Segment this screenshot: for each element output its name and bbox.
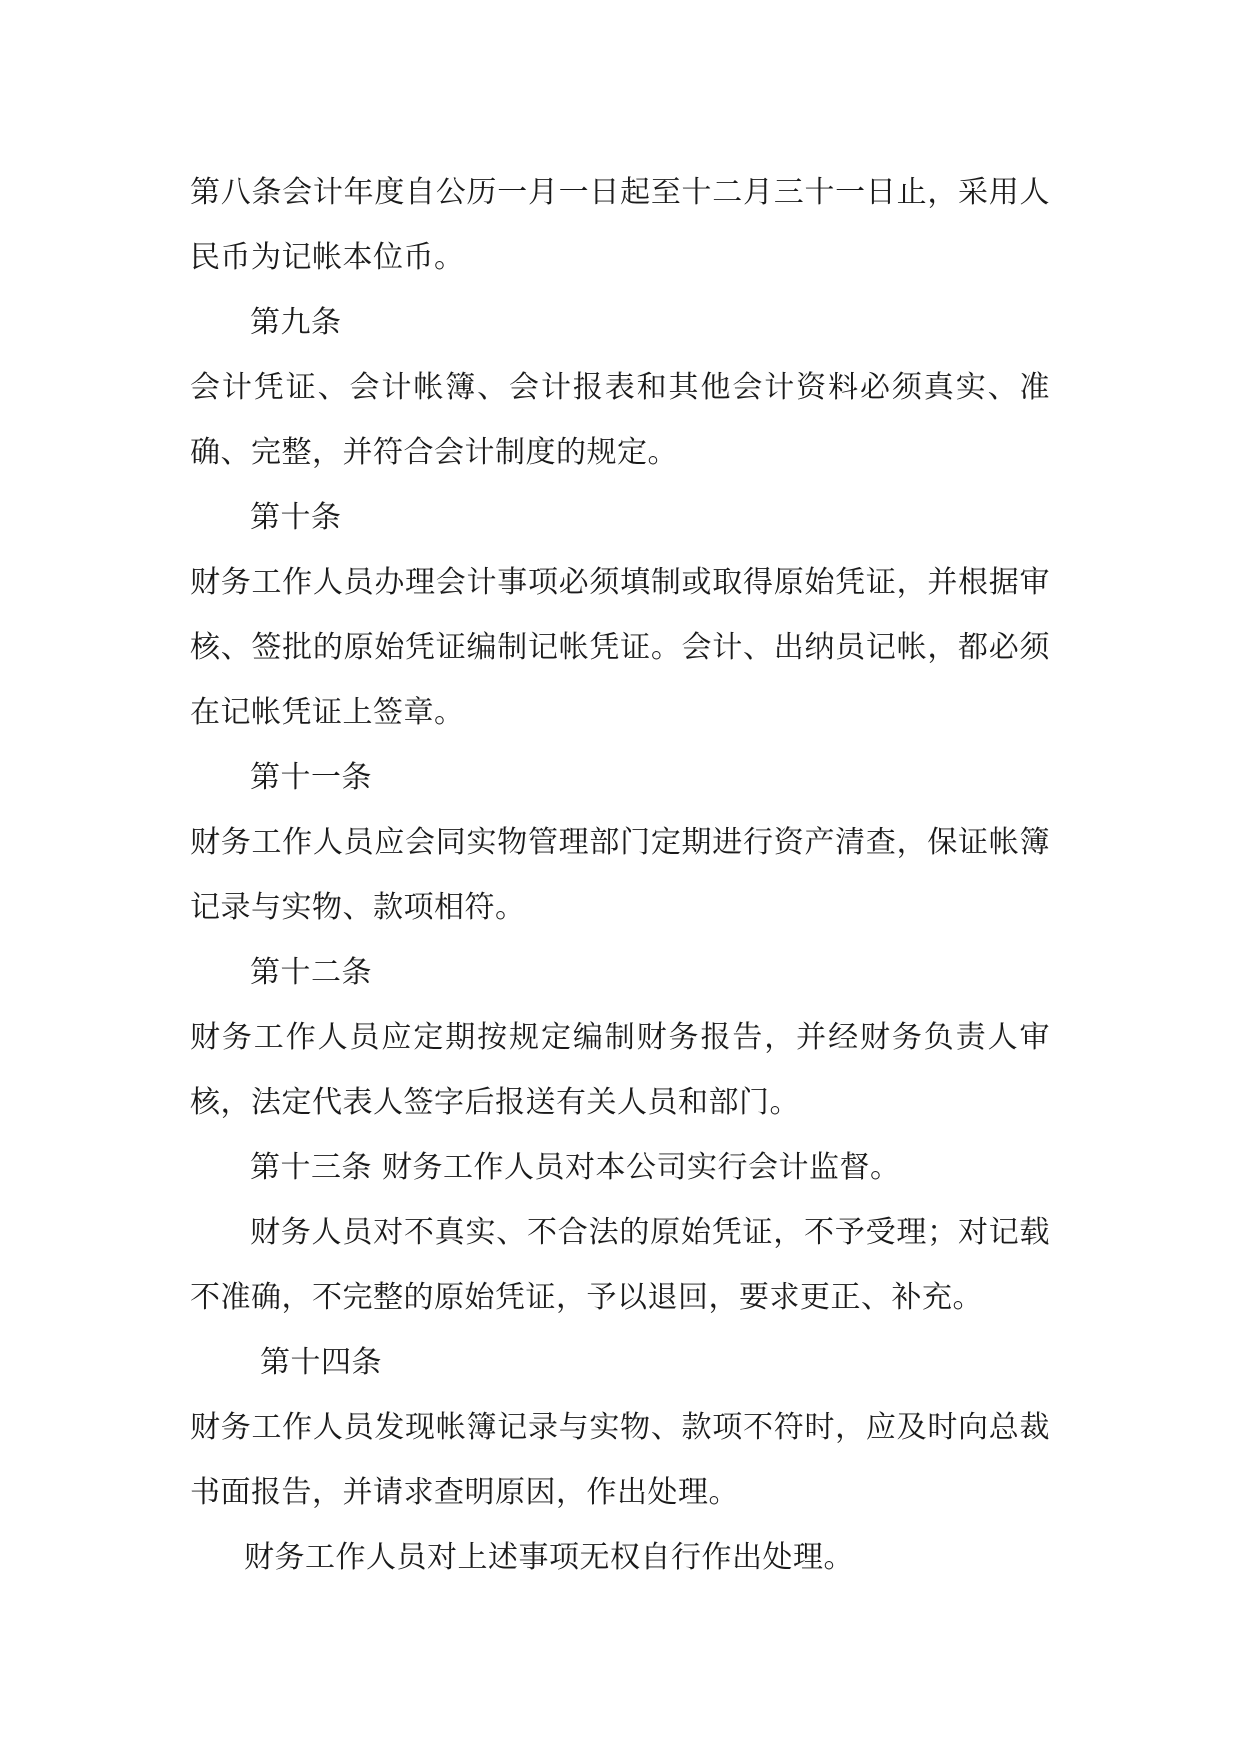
article-13-heading: 第十三条 财务工作人员对本公司实行会计监督。	[250, 1150, 901, 1185]
article-14-text: 财务工作人员发现帐簿记录与实物、款项不符时，应及时向总裁书面报告，并请求查明原因，作出处理。	[190, 1410, 1050, 1510]
article-9-text: 会计凭证、会计帐簿、会计报表和其他会计资料必须真实、准确、完整，并符合会计制度的规定。	[190, 370, 1050, 470]
article-10-text: 财务工作人员办理会计事项必须填制或取得原始凭证，并根据审核、签批的原始凭证编制记帐凭证。会计、出纳员记帐，都必须在记帐凭证上签章。	[190, 565, 1050, 730]
article-8-text: 第八条会计年度自公历一月一日起至十二月三十一日止，采用人民币为记帐本位币。	[190, 175, 1050, 275]
article-14-note: 财务工作人员对上述事项无权自行作出处理。	[244, 1540, 854, 1575]
article-14-heading: 第十四条	[260, 1345, 382, 1380]
article-12-heading: 第十二条	[250, 955, 372, 990]
document-body	[190, 160, 1050, 1590]
article-12-text: 财务工作人员应定期按规定编制财务报告，并经财务负责人审核，法定代表人签字后报送有关人员和部门。	[190, 1020, 1050, 1120]
article-11-heading: 第十一条	[250, 760, 372, 795]
article-9-heading: 第九条	[250, 305, 342, 340]
article-11-text: 财务工作人员应会同实物管理部门定期进行资产清查，保证帐簿记录与实物、款项相符。	[190, 825, 1050, 925]
article-13-text: 财务人员对不真实、不合法的原始凭证，不予受理；对记载不准确，不完整的原始凭证，予以退回，要求更正、补充。	[190, 1215, 1050, 1315]
article-10-heading: 第十条	[250, 500, 342, 535]
